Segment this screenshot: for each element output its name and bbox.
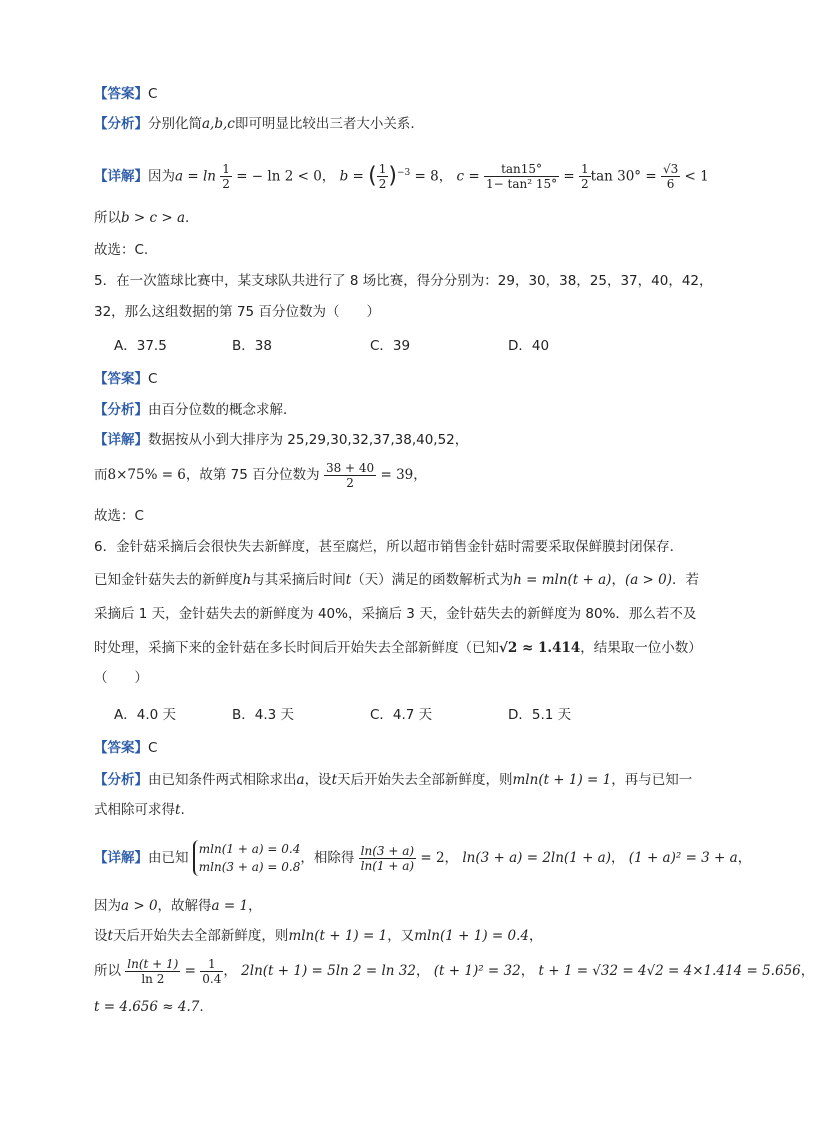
q6-so-line: 所以 $\frac{\ln(t + 1)}{\ln 2}$ = $\frac{1}{0.4}$ ， 2ln(t + 1) = 5ln 2 = ln 32， (t + 1)² = 32， t + 1 = √32 = 4√2 = 4×1.414 = 5.656， (94, 956, 814, 986)
q4-choice: 故选：C. (94, 242, 149, 258)
q4-detail-intro: 因为 (148, 168, 175, 185)
q5-detail-line: 【详解】数据按从小到大排序为 25,29,30,32,37,38,40,52， (94, 432, 469, 448)
q6-so-frac: $\frac{\ln(t + 1)}{\ln 2}$ (127, 956, 179, 986)
q4-half-frac2: $\frac{1}{2}$ (581, 162, 589, 191)
analysis-tag: 【分析】 (94, 116, 148, 132)
q6-stem-line1: 6．金针菇采摘后会很快失去新鲜度，甚至腐烂，所以超市销售金针菇时需要采取保鲜膜封闭保存． (94, 539, 684, 555)
q5-answer-line: 【答案】C (94, 371, 158, 387)
q4-detail-b-exp: −3 (396, 168, 411, 178)
q5-option-c: C．39 (370, 338, 411, 354)
q6-stem-line5: （ ） (94, 670, 148, 686)
q6-final-line: t = 4.656 ≈ 4.7. (94, 999, 204, 1015)
q4-detail-a: a = ln (175, 168, 216, 185)
q4-detail-b-tail: = 8 (414, 168, 439, 185)
q4-analysis-vars: a,b,c (202, 116, 235, 132)
q6-option-b: B．4.3 天 (232, 707, 295, 723)
detail-tag: 【详解】 (94, 168, 148, 185)
q5-frac: $\frac{38 + 40}{2}$ (325, 460, 375, 490)
q6-equation-system: mln(1 + a) = 0.4 mln(3 + a) = 0.8 (193, 840, 301, 876)
q6-stem-line3: 采摘后 1 天，金针菇失去的新鲜度为 40%，采摘后 3 天，金针菇失去的新鲜度为 80%．那么若不及 (94, 606, 697, 622)
q6-option-c: C．4.7 天 (370, 707, 433, 723)
answer-tag: 【答案】 (94, 86, 148, 102)
q5-stem-line1: 5．在一次篮球比赛中，某支球队共进行了 8 场比赛，得分分别为：29，30，38，25，37，40，42， (94, 273, 713, 289)
q6-answer: C (148, 740, 158, 756)
q6-stem-line2: 已知金针菇失去的新鲜度h与其采摘后时间t（天）满足的函数解析式为h = mln(t + a)，(a > 0)．若 (94, 572, 700, 588)
q5-analysis-line: 【分析】由百分位数的概念求解． (94, 402, 297, 418)
q5-stem-line2: 32，那么这组数据的第 75 百分位数为（ ） (94, 304, 380, 320)
q5-option-b: B．38 (232, 338, 272, 354)
q5-calc-line: 而8×75% = 6，故第 75 百分位数为 $\frac{38 + 40}{2}$ = 39， (94, 460, 427, 490)
q4-paren-half: $\frac{1}{2}$ (378, 162, 387, 191)
q4-frac-half: $\frac{1}{2}$ (222, 162, 230, 191)
q4-detail-a-tail: = − ln 2 < 0 (236, 168, 322, 185)
q4-answer-line (94, 84, 714, 104)
q6-stem-line4: 时处理，采摘下来的金针菇在多长时间后开始失去全部新鲜度（已知√2 ≈ 1.414，结果取一位小数） (94, 640, 702, 656)
q6-option-a: A．4.0 天 (114, 707, 176, 723)
q5-option-d: D．40 (508, 338, 550, 354)
q5-choice: 故选：C (94, 508, 144, 524)
q5-option-a: A．37.5 (114, 338, 167, 354)
q4-detail-b: b = (339, 168, 364, 185)
q4-tan-frac: $\frac{\tan 15^\circ}{\text{1− tan² 15°}}$ (486, 162, 558, 191)
q6-ratio-frac: $\frac{\ln(3 + a)}{\ln(1 + a)}$ (360, 843, 415, 873)
q6-analysis-line2: 式相除可求得t. (94, 802, 185, 818)
q6-detail-line: 【详解】由已知 mln(1 + a) = 0.4 mln(3 + a) = 0.8 ，相除得 $\frac{\ln(3 + a)}{\ln(1 + a)}$ = 2， ln(3 + a) = 2ln(1 + a)， (1 + a)² = 3 + a， (94, 842, 752, 874)
q4-detail-line: 【详解】因为a = ln $\frac{1}{2}$ = − ln 2 < 0， b = ( $\frac{1}{2}$ )$^{-3}$ = 8， c = $\frac{\tan 15^\circ}{\text{1− tan² 15°}}$ = $\frac{1}{2}$ tan 30° = $\frac{√3}{6}$ < 1 (94, 162, 709, 191)
q4-conclusion: 所以b > c > a. (94, 210, 190, 226)
q6-answer-line: 【答案】C (94, 740, 158, 756)
q6-analysis-line1: 【分析】由已知条件两式相除求出a，设t天后开始失去全部新鲜度，则mln(t + 1) = 1，再与已知一 (94, 772, 693, 788)
q4-analysis-line (94, 114, 714, 134)
q4-analysis-text: 分别化简 (148, 116, 202, 132)
q6-option-d: D．5.1 天 (508, 707, 572, 723)
q4-detail-c: c = (456, 168, 480, 185)
q4-answer: C (148, 86, 158, 102)
q6-set-line: 设t天后开始失去全部新鲜度，则mln(t + 1) = 1，又mln(1 + 1) = 0.4， (94, 928, 543, 944)
q6-so-frac2: $\frac{1}{0.4}$ (202, 956, 222, 986)
q5-answer: C (148, 371, 158, 387)
q4-analysis-tail: 即可明显比较出三者大小关系. (234, 116, 415, 132)
q6-since-line: 因为a > 0，故解得a = 1， (94, 898, 262, 914)
q4-sqrt3-frac: $\frac{√3}{6}$ (662, 162, 679, 191)
